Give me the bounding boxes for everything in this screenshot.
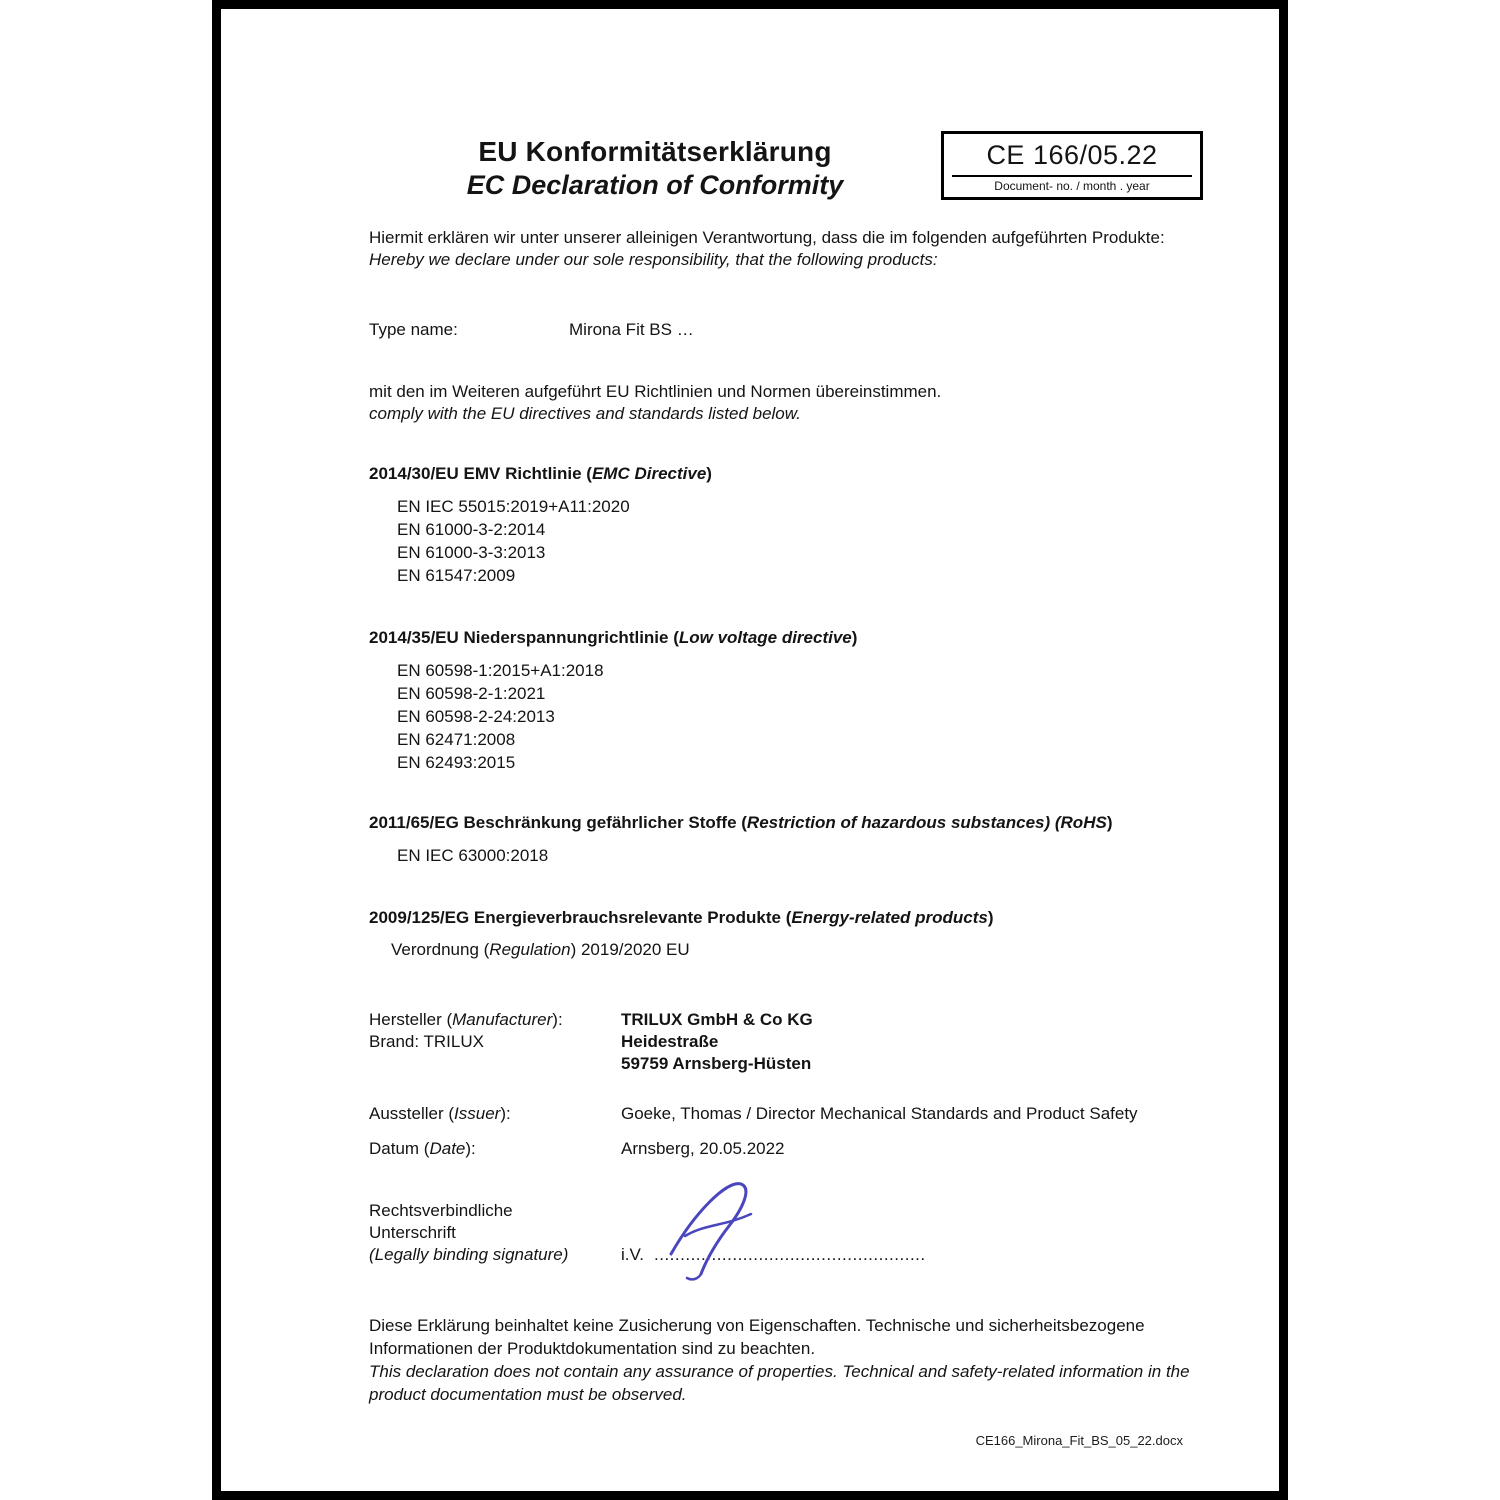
standard-line: EN 60598-1:2015+A1:2018 [397,661,604,680]
manufacturer-label-block [369,1009,621,1075]
title-block [369,131,941,201]
label-text: ): [465,1139,476,1158]
brand-line: Brand: TRILUX [369,1032,484,1051]
date-label [369,1138,621,1160]
doc-number-box [941,131,1203,200]
manufacturer-street: Heidestraße [621,1032,719,1051]
standard-line: EN 60598-2-1:2021 [397,684,546,703]
dotted-line: .................................................... [654,1245,926,1264]
section-heading-lvd [369,627,1203,649]
document-header [369,131,1203,201]
heading-text: 2014/35/EU Niederspannungrichtlinie ( [369,628,679,647]
closing-english: This declaration does not contain any assurance of properties. Technical and safety-related information in the product documentation must be observed. [369,1362,1190,1404]
footer-filename: CE166_Mirona_Fit_BS_05_22.docx [975,1433,1183,1448]
heading-text-italic: Energy-related products [791,908,988,927]
signature-line-block [621,1244,926,1266]
section-heading-rohs [369,812,1203,834]
standard-line: EN 61000-3-2:2014 [397,520,546,539]
type-name-row [369,319,1203,341]
signature-label: Unterschrift [369,1223,456,1242]
regulation-line [391,939,1203,961]
document-page [212,0,1288,1500]
doc-number: CE 166/05.22 [986,140,1158,170]
label-text-italic: Manufacturer [452,1010,553,1029]
manufacturer-address-block [621,1009,813,1075]
comply-english: comply with the EU directives and standards listed below. [369,404,801,423]
doc-number-caption: Document- no. / month . year [952,175,1192,194]
heading-text-italic: Low voltage directive [678,628,852,647]
standard-line: EN IEC 55015:2019+A11:2020 [397,497,630,516]
comply-german: mit den im Weiteren aufgeführt EU Richtlinien und Normen übereinstimmen. [369,382,942,401]
type-name-value: Mirona Fit BS … [569,320,694,339]
standard-line: EN IEC 63000:2018 [397,846,549,865]
section-heading-erp [369,907,1203,929]
heading-text: ) [706,464,712,483]
manufacturer-label [369,1009,621,1031]
intro-english: Hereby we declare under our sole responsibility, that the following products: [369,250,938,269]
heading-text: ) [987,908,994,927]
date-value: Arnsberg, 20.05.2022 [621,1139,785,1158]
intro-paragraph [369,227,1203,271]
closing-german: Diese Erklärung beinhaltet keine Zusicherung von Eigenschaften. Technische und sicherheitsbezogene Informationen der Produktdokumentation sind zu beachten. [369,1316,1145,1358]
manufacturer-city: 59759 Arnsberg-Hüsten [621,1054,812,1073]
label-text: Hersteller ( [369,1010,453,1029]
standard-line: EN 61000-3-3:2013 [397,543,546,562]
issuer-label [369,1103,621,1125]
standard-line: EN 62493:2015 [397,753,516,772]
label-text: Datum ( [369,1139,430,1158]
intro-german: Hiermit erklären wir unter unserer alleinigen Verantwortung, dass die im folgenden aufgeführten Produkte: [369,228,1165,247]
date-row [369,1138,1203,1160]
standard-line: EN 61547:2009 [397,566,516,585]
heading-text: 2014/30/EU EMV Richtlinie ( [369,464,592,483]
label-text-italic: Issuer [454,1104,501,1123]
signature-label-english: (Legally binding signature) [369,1245,569,1264]
closing-paragraph [369,1314,1203,1406]
standards-list-rohs [397,844,1203,867]
iv-label: i.V. [621,1245,645,1264]
title-german: EU Konformitätserklärung [478,136,832,167]
heading-text: 2009/125/EG Energieverbrauchsrelevante Produkte ( [369,908,792,927]
label-text: ): [500,1104,511,1123]
heading-text: 2011/65/EG Beschränkung gefährlicher Stoffe ( [369,813,747,832]
regulation-text-italic: Regulation [489,940,571,959]
section-heading-emc [369,463,1203,485]
type-name-label: Type name: [369,320,458,339]
label-text-italic: Date [429,1139,466,1158]
title-english: EC Declaration of Conformity [466,170,844,200]
label-text: ): [552,1010,563,1029]
label-text: Aussteller ( [369,1104,455,1123]
issuer-row [369,1103,1203,1125]
manufacturer-name: TRILUX GmbH & Co KG [621,1010,813,1029]
issuer-value: Goeke, Thomas / Director Mechanical Standards and Product Safety [621,1104,1138,1123]
heading-text-italic: Restriction of hazardous substances) (RoHS [746,813,1107,832]
standard-line: EN 62471:2008 [397,730,516,749]
standard-line: EN 60598-2-24:2013 [397,707,555,726]
standards-list-emc [397,495,1203,587]
signature-label: Rechtsverbindliche [369,1201,513,1220]
regulation-text: ) 2019/2020 EU [570,940,690,959]
regulation-text: Verordnung ( [391,940,490,959]
manufacturer-row [369,1009,1203,1075]
signature-row [369,1200,1203,1266]
heading-text-italic: EMC Directive [591,464,707,483]
comply-paragraph [369,381,1203,425]
heading-text: ) [851,628,858,647]
standards-list-lvd [397,659,1203,774]
heading-text: ) [1106,813,1113,832]
signature-label-block [369,1200,621,1266]
